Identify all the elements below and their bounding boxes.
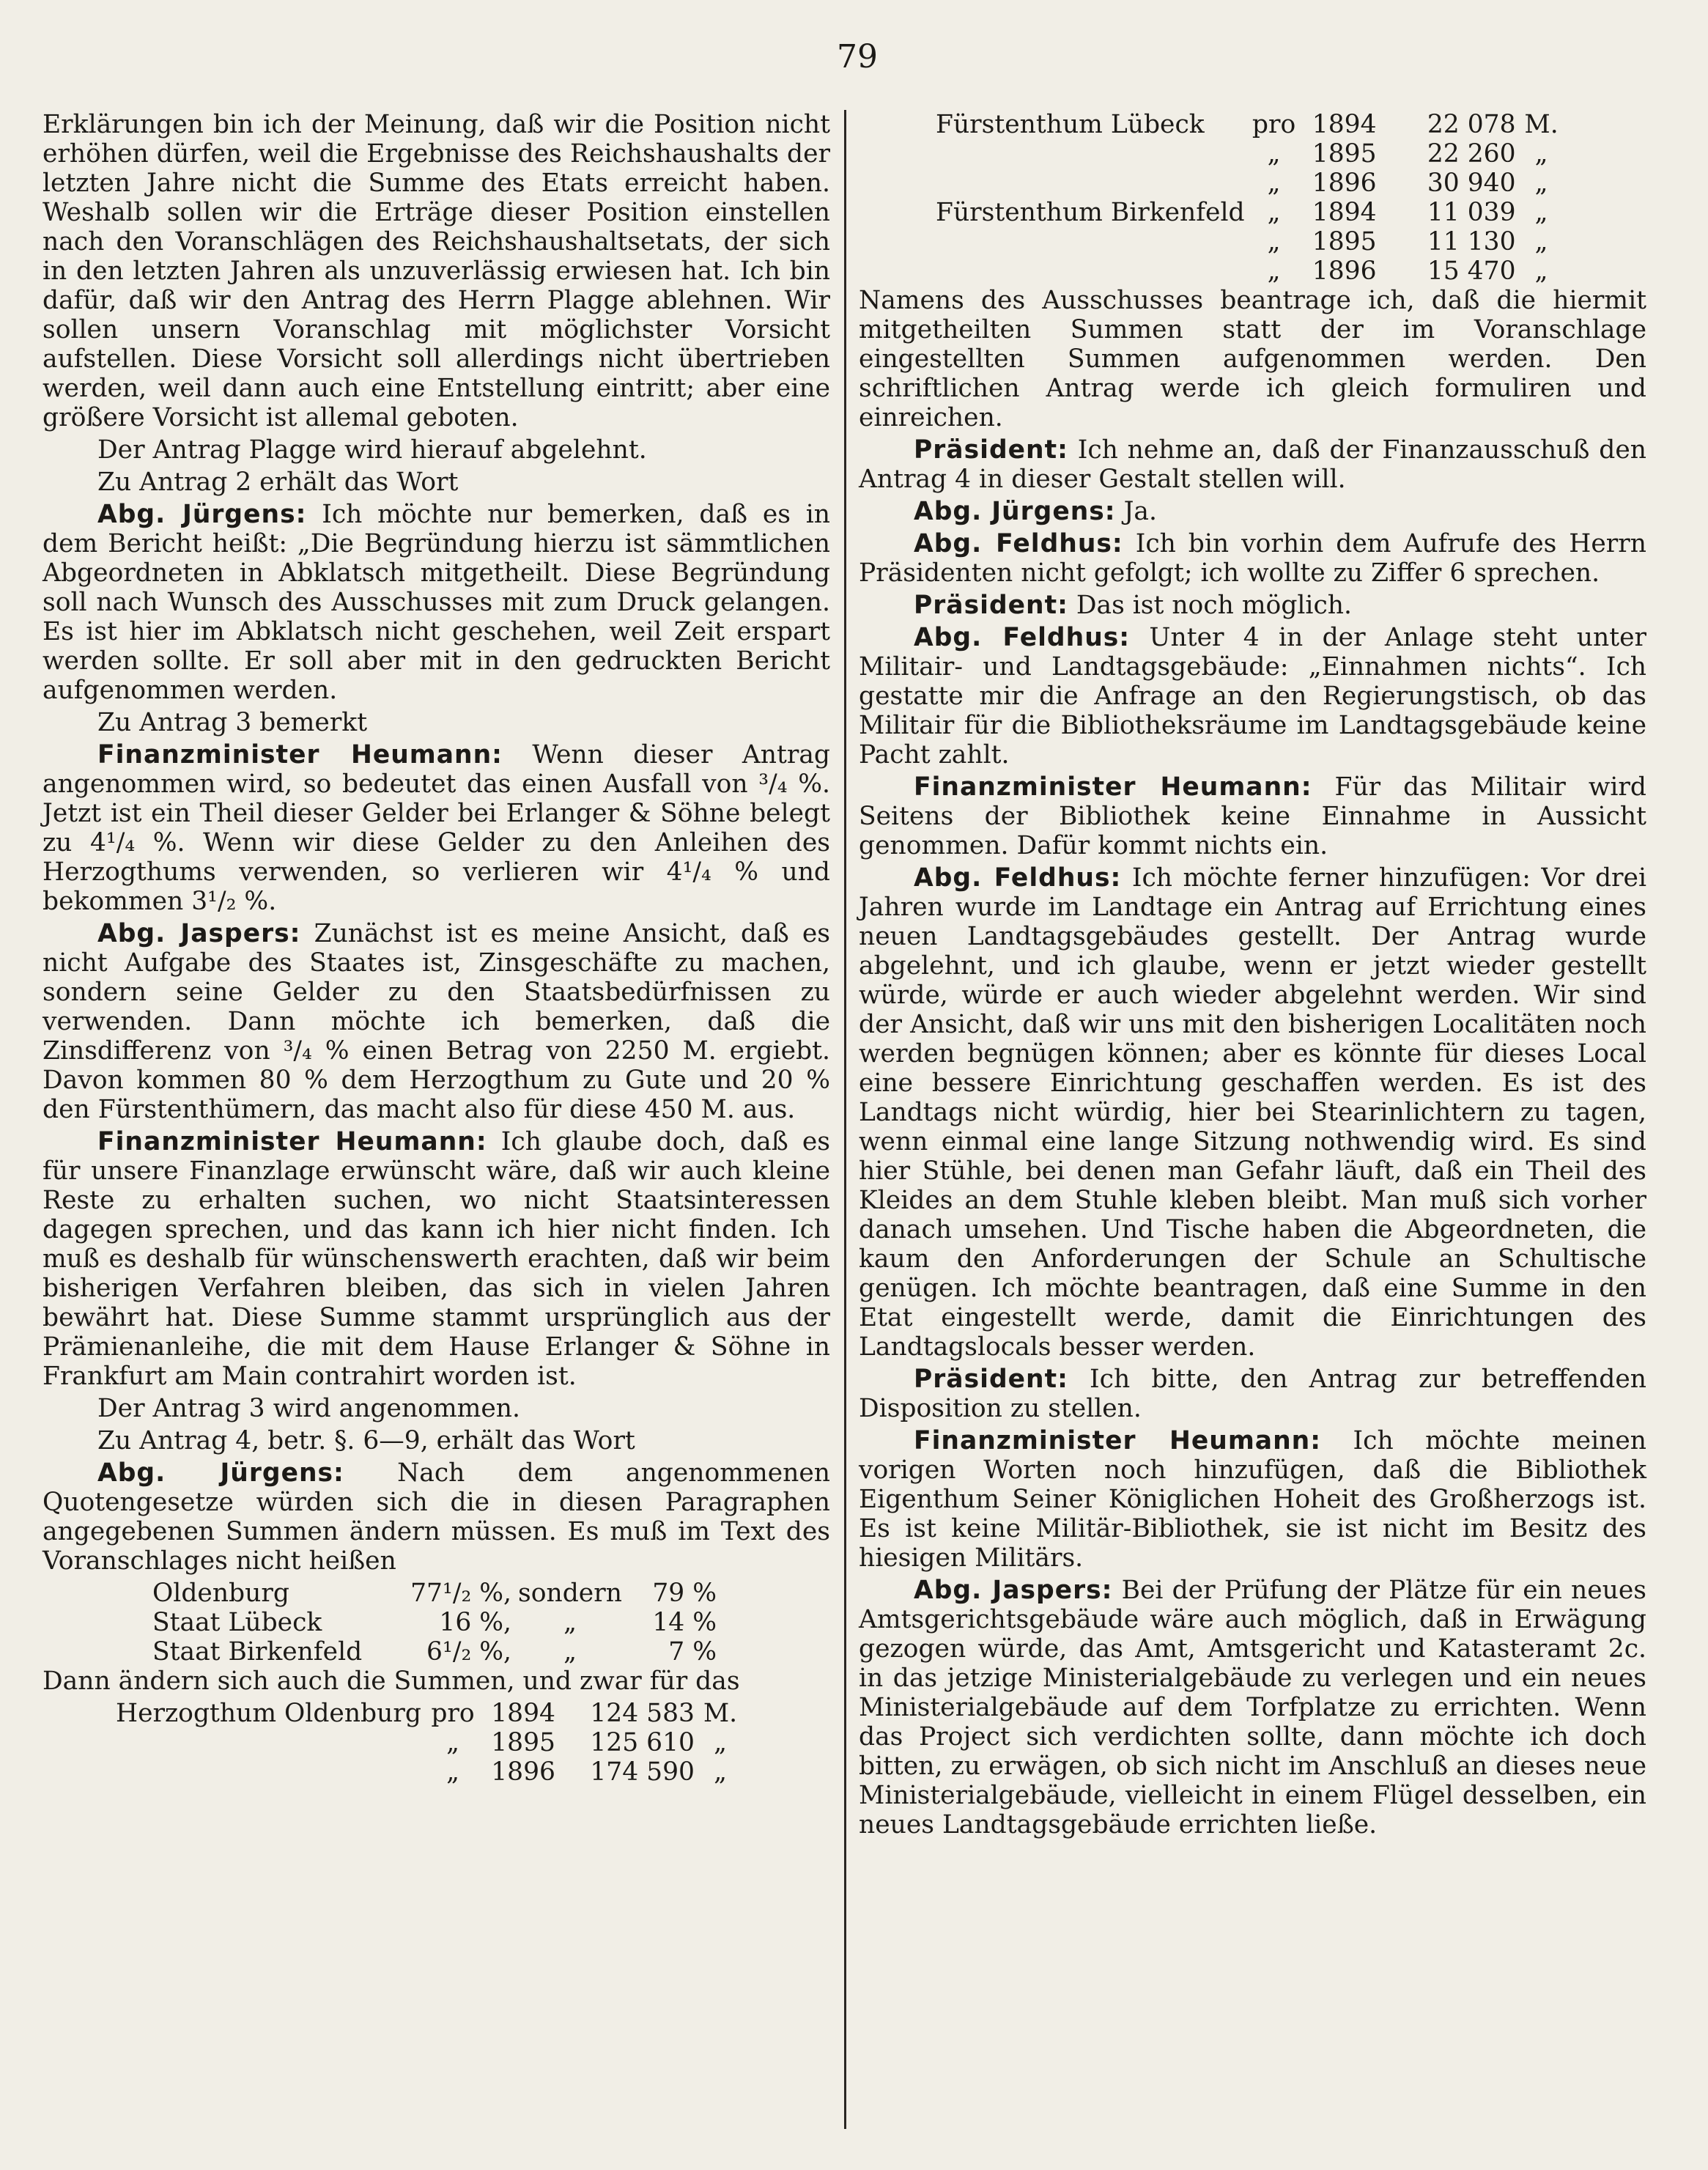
speaker-name: Finanzminister Heumann:	[914, 772, 1312, 802]
speaker-name: Finanzminister Heumann:	[97, 1127, 487, 1156]
speech-paragraph	[42, 740, 830, 916]
sum-year: 1894	[1312, 198, 1377, 227]
sum-unit: „	[1534, 257, 1548, 286]
table-row	[116, 1728, 746, 1757]
paragraph: Namens des Ausschusses beantrage ich, daß die hiermit mitgetheilten Summen statt der im Voranschlage eingestellten Summen aufgenommen werden. Den schriftlichen Antrag werde ich gleich formuliren und einreichen.	[859, 286, 1646, 432]
sum-amount: 174 590	[590, 1757, 695, 1787]
speech-text: Zunächst ist es meine Ansicht, daß es nicht Aufgabe des Staates ist, Zinsgeschäfte zu machen, sondern seine Gelder zu den Staatsbedürfnissen zu verwenden. Dann möchte ich bemerken, daß die Zinsdifferenz von ³/₄ % einen Betrag von 2250 M. ergiebt. Davon kommen 80 % dem Herzogthum zu Gute und 20 % den Fürstenthümern, das macht also für diese 450 M. aus.	[42, 919, 830, 1124]
speech-text: Bei der Prüfung der Plätze für ein neues Amtsgerichtsgebäude wäre auch möglich, daß in Erwägung gezogen würde, das Amt, Amtsgericht und Katasteramt 2c. in das jetzige Ministerialgebäude zu verlegen und ein neues Ministerialgebäude auf dem Torfplatze zu errichten. Wenn das Project sich verdichten sollte, dann möchte ich doch bitten, zu erwägen, ob sich nicht im Anschluß an dieses neue Ministerialgebäude, vielleicht in einem Flügel desselben, ein neues Landtagsgebäude errichten ließe.	[859, 1576, 1646, 1839]
speaker-name: Abg. Jürgens:	[97, 500, 307, 529]
table-row	[152, 1637, 717, 1667]
paragraph: Zu Antrag 3 bemerkt	[97, 708, 368, 737]
speech-paragraph	[42, 1127, 830, 1391]
sum-unit: „	[714, 1757, 727, 1787]
sum-prefix: „	[1267, 257, 1281, 286]
sum-year: 1896	[1312, 257, 1377, 286]
column-divider	[844, 110, 846, 2129]
page-number: 79	[837, 38, 878, 75]
quota-connector: „	[563, 1637, 577, 1667]
speech-paragraph	[859, 772, 1646, 860]
speech-text: Ich möchte meinen vorigen Worten noch hinzufügen, daß die Bibliothek Eigenthum Seiner Königlichen Hoheit des Großherzogs ist. Es ist keine Militär-Bibliothek, sie ist nicht im Besitz des hiesigen Militärs.	[859, 1426, 1646, 1573]
right-column	[859, 110, 1646, 1842]
speaker-name: Abg. Feldhus:	[914, 529, 1123, 558]
speech-paragraph	[859, 591, 1646, 620]
speaker-name: Abg. Feldhus:	[914, 863, 1122, 893]
paragraph: Der Antrag 3 wird angenommen.	[97, 1394, 520, 1423]
paragraph: Der Antrag Plagge wird hierauf abgelehnt.	[97, 435, 647, 465]
table-row	[116, 1757, 746, 1787]
speech-text: Ja.	[1123, 497, 1157, 526]
left-column	[42, 110, 830, 1787]
table-row	[936, 110, 1567, 139]
speaker-name: Präsident:	[914, 1365, 1068, 1394]
sum-year: 1895	[1312, 227, 1377, 257]
sum-table	[116, 1699, 746, 1787]
sum-prefix: „	[446, 1757, 459, 1787]
sum-name: Fürstenthum Birkenfeld	[936, 198, 1245, 227]
quota-name: Oldenburg	[152, 1579, 289, 1608]
speech-text: Ich nehme an, daß der Finanzausschuß den Antrag 4 in dieser Gestalt stellen will.	[859, 435, 1646, 494]
speaker-name: Abg. Jürgens:	[97, 1458, 344, 1488]
sum-year: 1895	[1312, 139, 1377, 169]
table-row	[936, 198, 1567, 227]
quota-new: 14 %	[652, 1608, 717, 1637]
sum-table	[936, 110, 1567, 286]
sum-name	[936, 257, 1245, 286]
table-row	[152, 1579, 717, 1608]
sum-amount: 22 260	[1427, 139, 1516, 169]
quota-old: 6¹/₂ %,	[426, 1637, 511, 1667]
sum-unit: M.	[1524, 110, 1559, 139]
sum-year: 1894	[1312, 110, 1377, 139]
quota-old: 77¹/₂ %,	[410, 1579, 511, 1608]
speech-paragraph	[859, 497, 1646, 526]
sum-year: 1895	[491, 1728, 555, 1757]
speech-paragraph	[42, 919, 830, 1124]
sum-amount: 124 583	[590, 1699, 695, 1728]
table-row	[936, 139, 1567, 169]
sum-amount: 11 130	[1427, 227, 1516, 257]
speech-paragraph	[42, 500, 830, 705]
table-row	[152, 1608, 717, 1637]
sum-prefix: „	[1267, 169, 1281, 198]
speech-paragraph	[859, 1365, 1646, 1423]
sum-unit: „	[1534, 227, 1548, 257]
speech-text: Ich möchte ferner hinzufügen: Vor drei Jahren wurde im Landtage ein Antrag auf Errichtung eines neuen Landtagsgebäudes gestellt. Der Antrag wurde abgelehnt, und ich glaube, wenn er jetzt wieder gestellt würde, würde er auch wieder abgelehnt werden. Wir sind der Ansicht, daß wir uns mit den bisherigen Localitäten noch werden begnügen können; aber es könnte für dieses Local eine bessere Einrichtung geschaffen werden. Es ist des Landtags nicht würdig, hier bei Stearinlichtern zu tagen, wenn einmal eine lange Sitzung nothwendig wird. Es sind hier Stühle, bei denen man Gefahr läuft, daß ein Theil des Kleides an dem Stuhle kleben bleibt. Man muß sich vorher danach umsehen. Und Tische haben die Abgeordneten, die kaum den Anforderungen der Schule an Schultische genügen. Ich möchte beantragen, daß eine Summe in den Etat eingestellt werde, damit die Einrichtungen des Landtagslocals besser werden.	[859, 863, 1646, 1362]
paragraph: Zu Antrag 4, betr. §. 6—9, erhält das Wort	[97, 1426, 635, 1455]
sum-unit: „	[1534, 198, 1548, 227]
sum-prefix: „	[1267, 227, 1281, 257]
speech-text: Das ist noch möglich.	[1076, 591, 1352, 620]
sum-prefix: pro	[1252, 110, 1296, 139]
speaker-name: Finanzminister Heumann:	[914, 1426, 1321, 1455]
speech-text: Unter 4 in der Anlage steht unter Militair- und Landtagsgebäude: „Einnahmen nichts“. Ich gestatte mir die Anfrage an den Regierungstisch, ob das Militair für die Bibliotheksräume im Landtagsgebäude keine Pacht zahlt.	[859, 623, 1646, 770]
sum-prefix: „	[1267, 139, 1281, 169]
sum-year: 1896	[1312, 169, 1377, 198]
speaker-name: Abg. Jaspers:	[97, 919, 301, 948]
table-row	[116, 1699, 746, 1728]
table-row	[936, 169, 1567, 198]
speech-paragraph	[859, 1576, 1646, 1839]
speech-text: Ich möchte nur bemerken, daß es in dem Bericht heißt: „Die Begründung hierzu ist sämmtlichen Abgeordneten in Abklatsch mitgetheilt. Diese Begründung soll nach Wunsch des Ausschusses mit zum Druck gelangen. Es ist hier im Abklatsch nicht geschehen, weil Zeit erspart werden sollte. Er soll aber mit in den gedruckten Bericht aufgenommen werden.	[42, 500, 830, 705]
quota-table	[152, 1579, 717, 1667]
speaker-name: Abg. Jürgens:	[914, 497, 1116, 526]
paragraph: Dann ändern sich auch die Summen, und zwar für das	[42, 1667, 740, 1696]
speech-paragraph	[859, 863, 1646, 1362]
sum-amount: 15 470	[1427, 257, 1516, 286]
speech-paragraph	[859, 435, 1646, 494]
sum-name: Herzogthum Oldenburg	[116, 1699, 421, 1728]
sum-prefix: „	[1267, 198, 1281, 227]
quota-old: 16 %,	[439, 1608, 511, 1637]
sum-name	[936, 139, 1245, 169]
sum-year: 1894	[491, 1699, 555, 1728]
paragraph: Erklärungen bin ich der Meinung, daß wir die Position nicht erhöhen dürfen, weil die Ergebnisse des Reichshaushalts der letzten Jahre nicht die Summe des Etats erreicht haben. Weshalb sollen wir die Erträge dieser Position einstellen nach den Voranschlägen des Reichshaushaltsetats, der sich in den letzten Jahren als unzuverlässig erwiesen hat. Ich bin dafür, daß wir den Antrag des Herrn Plagge ablehnen. Wir sollen unsern Voranschlag mit möglichster Vorsicht aufstellen. Diese Vorsicht soll allerdings nicht übertrieben werden, weil dann auch eine Entstellung eintritt; aber eine größere Vorsicht ist allemal geboten.	[42, 110, 830, 432]
quota-connector: sondern	[518, 1579, 622, 1608]
speech-paragraph	[859, 529, 1646, 588]
speaker-name: Präsident:	[914, 435, 1068, 465]
table-row	[936, 227, 1567, 257]
sum-amount: 30 940	[1427, 169, 1516, 198]
table-row	[936, 257, 1567, 286]
speech-paragraph	[42, 1458, 830, 1576]
speech-text: Ich bitte, den Antrag zur betreffenden Disposition zu stellen.	[859, 1365, 1646, 1423]
sum-prefix: „	[446, 1728, 459, 1757]
sum-name	[936, 169, 1245, 198]
speech-text: Für das Militair wird Seitens der Bibliothek keine Einnahme in Aussicht genommen. Dafür kommt nichts ein.	[859, 772, 1646, 860]
sum-year: 1896	[491, 1757, 555, 1787]
quota-name: Staat Lübeck	[152, 1608, 322, 1637]
speech-paragraph	[859, 1426, 1646, 1573]
sum-amount: 22 078	[1427, 110, 1516, 139]
sum-name	[116, 1728, 424, 1757]
speaker-name: Finanzminister Heumann:	[97, 740, 503, 770]
speech-text: Ich bin vorhin dem Aufrufe des Herrn Präsidenten nicht gefolgt; ich wollte zu Ziffer 6 sprechen.	[859, 529, 1646, 588]
speaker-name: Abg. Feldhus:	[914, 623, 1131, 652]
sum-unit: „	[714, 1728, 727, 1757]
sum-name	[936, 227, 1245, 257]
paragraph: Zu Antrag 2 erhält das Wort	[97, 468, 459, 497]
quota-new: 79 %	[652, 1579, 717, 1608]
speaker-name: Präsident:	[914, 591, 1068, 620]
speaker-name: Abg. Jaspers:	[914, 1576, 1113, 1605]
speech-text: Nach dem angenommenen Quotengesetze würden sich die in diesen Paragraphen angegebenen Summen ändern müssen. Es muß im Text des Voranschlages nicht heißen	[42, 1458, 830, 1576]
quota-connector: „	[563, 1608, 577, 1637]
sum-unit: „	[1534, 139, 1548, 169]
sum-name	[116, 1757, 424, 1787]
speech-paragraph	[859, 623, 1646, 770]
sum-unit: M.	[703, 1699, 738, 1728]
sum-unit: „	[1534, 169, 1548, 198]
quota-name: Staat Birkenfeld	[152, 1637, 363, 1667]
sum-amount: 11 039	[1427, 198, 1516, 227]
speech-text: Wenn dieser Antrag angenommen wird, so bedeutet das einen Ausfall von ³/₄ %. Jetzt ist ein Theil dieser Gelder bei Erlanger & Söhne belegt zu 4¹/₄ %. Wenn wir diese Gelder zu den Anleihen des Herzogthums verwenden, so verlieren wir 4¹/₄ % und bekommen 3¹/₂ %.	[42, 740, 830, 916]
sum-name: Fürstenthum Lübeck	[936, 110, 1205, 139]
sum-amount: 125 610	[590, 1728, 695, 1757]
sum-prefix: pro	[431, 1699, 475, 1728]
speech-text: Ich glaube doch, daß es für unsere Finanzlage erwünscht wäre, daß wir auch kleine Reste zu erhalten suchen, wo nicht Staatsinteressen dagegen sprechen, und das kann ich hier nicht finden. Ich muß es deshalb für wünschenswerth erachten, daß wir beim bisherigen Verfahren bleiben, das sich in vielen Jahren bewährt hat. Diese Summe stammt ursprünglich aus der Prämienanleihe, die mit dem Hause Erlanger & Söhne in Frankfurt am Main contrahirt worden ist.	[42, 1127, 830, 1391]
quota-new: 7 %	[668, 1637, 717, 1667]
